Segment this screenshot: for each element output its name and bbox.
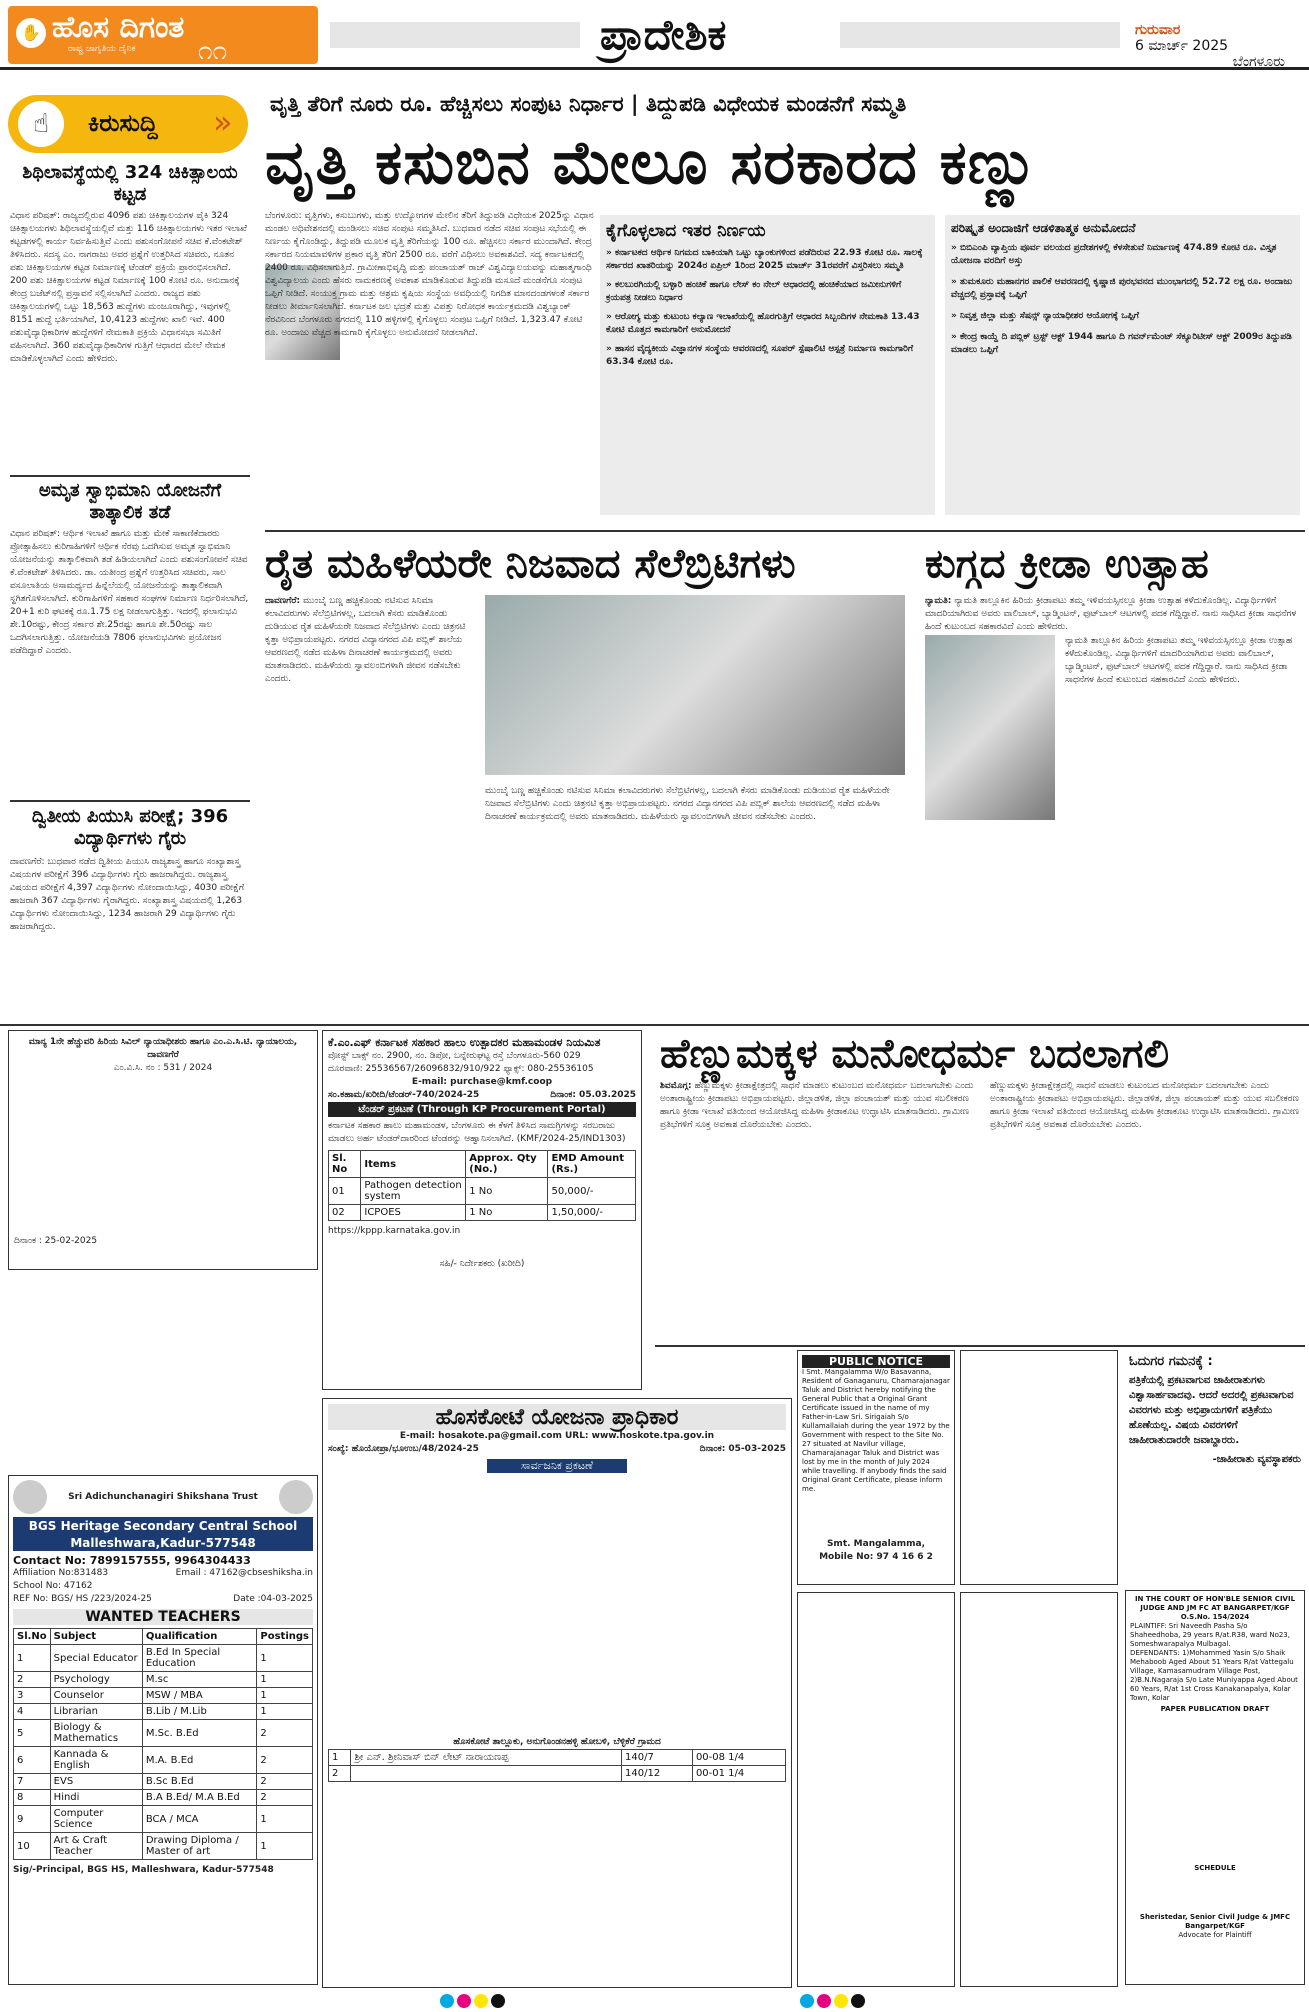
table-row — [329, 1750, 786, 1766]
lead-headline: ವೃತ್ತಿ ಕಸುಬಿನ ಮೇಲೂ ಸರಕಾರದ ಕಣ್ಣು — [265, 128, 1039, 198]
cell: Art & Craft Teacher — [50, 1833, 142, 1860]
kmf-portal-link[interactable]: https://kppp.karnataka.gov.in — [328, 1226, 461, 1236]
sports-text: ನ್ಯಾಮತಿ ತಾಲ್ಲೂಕಿನ ಹಿರಿಯ ಕ್ರೀಡಾಪಟು ತಮ್ಮ ಇಳಿವಯಸ್ಸಿನಲ್ಲೂ ಕ್ರೀಡಾ ಉತ್ಸಾಹ ಕಳೆದುಕೊಂಡಿಲ್ಲ. ವಿದ್ಯಾರ್ಥಿಗಳಿಗೆ ಮಾದರಿಯಾಗಿರುವ ಅವರು ವಾಲಿಬಾಲ್, ಬ್ಯಾಡ್ಮಿಂಟನ್, ಫುಟ್‌ಬಾಲ್ ಆಟಗಳಲ್ಲಿ ಪದಕ ಗೆದ್ದಿದ್ದಾರೆ. ನಾನು ಸಾಧಿಸಿದ ಕ್ರೀಡಾ ಸಾಧನೆಗಳ ಹಿಂದೆ ಕುಟುಂಬದ ಸಹಕಾರವಿದೆ ಎಂದು ಹೇಳಿದರು. — [925, 596, 1297, 632]
cell: Psychology — [50, 1672, 142, 1688]
cell: 8 — [14, 1790, 51, 1806]
cyan-dot — [800, 1994, 814, 2008]
other-decisions-box — [600, 215, 935, 515]
cell: BCA / MCA — [142, 1806, 257, 1833]
kgf-text-block — [1130, 1714, 1300, 1864]
readers-body: ಪತ್ರಿಕೆಯಲ್ಲಿ ಪ್ರಕಟವಾಗುವ ಜಾಹೀರಾತುಗಳು ವಿಶ್ವಾಸಾರ್ಹವಾದವು. ಆದರೆ ಅದರಲ್ಲಿ ಪ್ರಕಟವಾಗುವ ವಿವರಗಳು ಮತ್ತು ಅಭಿಪ್ರಾಯಗಳಿಗೆ ಪತ್ರಿಕೆಯು ಹೊಣೆಯಲ್ಲ. ವಿಷಯ ವಿವರಗಳಿಗೆ ಜಾಹೀರಾತುದಾರರೇ ಜವಾಬ್ದಾರರು. — [1129, 1375, 1294, 1446]
col-header: EMD Amount (Rs.) — [548, 1151, 636, 1178]
cell: ಶ್ರೀ ಎನ್. ಶ್ರೀನಿವಾಸ್ ಬಿನ್ ಲೇಟ್ ನಾರಾಯಣಪ್ಪ — [351, 1750, 622, 1766]
school-ref-row — [13, 1593, 313, 1606]
cell: MSW / MBA — [142, 1688, 257, 1704]
school-ad — [8, 1475, 318, 1985]
cell: 2 — [257, 1720, 313, 1747]
court-title: ಮಾನ್ಯ 1ನೇ ಹೆಚ್ಚುವರಿ ಹಿರಿಯ ಸಿವಿಲ್ ನ್ಯಾಯಾಧೀಶರು ಹಾಗೂ ಎಂ.ಎ.ಸಿ.ಟಿ. ನ್ಯಾಯಾಲಯ, ದಾವಣಗೆರೆ — [28, 1037, 298, 1060]
court-text-block — [14, 1075, 312, 1235]
table-row — [329, 1178, 636, 1205]
women-headline: ಹೆಣ್ಣುಮಕ್ಕಳ ಮನೋಧರ್ಮ ಬದಲಾಗಲಿ — [660, 1030, 1170, 1077]
public-notice-mobile: Mobile No: 97 4 16 6 2 — [819, 1552, 933, 1562]
dateline — [1135, 22, 1305, 70]
registration-marks — [800, 1993, 868, 2012]
school-place: Malleshwara,Kadur-577548 — [13, 1535, 313, 1551]
cell: 02 — [329, 1205, 361, 1221]
legal-notice-ad — [797, 1592, 955, 1987]
city-label: ಬೆಂಗಳೂರು — [1232, 54, 1285, 70]
cell: 1 — [257, 1806, 313, 1833]
hoskote-notice-ad — [322, 1398, 792, 1988]
cell: M.sc — [142, 1672, 257, 1688]
chevron-icon: » — [213, 103, 233, 141]
school-ref: REF No: BGS/ HS /223/2024-25 — [13, 1594, 152, 1604]
kgf-defendant: DEFENDANTS: 1)Mohammed Yasin S/o Shaik Mehaboob Aged About 51 Years R/at Vattegalu Village, Kamasamudram Village Post, 2)B.N.Nagaraja S/o Late Muniyappa Aged About 60 Years, R/at 1st Cross Kanakanapalya, Kolar Town, Kolar — [1130, 1649, 1298, 1702]
court-case: ಎಂ.ವಿ.ಸಿ. ನಂ : 531 / 2024 — [113, 1063, 213, 1073]
dateline-label: ದಾವಣಗೆರೆ: — [265, 596, 301, 606]
cell: 2 — [14, 1672, 51, 1688]
sports-body: ನ್ಯಾಮತಿ ತಾಲ್ಲೂಕಿನ ಹಿರಿಯ ಕ್ರೀಡಾಪಟು ತಮ್ಮ ಇಳಿವಯಸ್ಸಿನಲ್ಲೂ ಕ್ರೀಡಾ ಉತ್ಸಾಹ ಕಳೆದುಕೊಂಡಿಲ್ಲ. ವಿದ್ಯಾರ್ಥಿಗಳಿಗೆ ಮಾದರಿಯಾಗಿರುವ ಅವರು ವಾಲಿಬಾಲ್, ಬ್ಯಾಡ್ಮಿಂಟನ್, ಫುಟ್‌ಬಾಲ್ ಆಟಗಳಲ್ಲಿ ಪದಕ ಗೆದ್ದಿದ್ದಾರೆ. ನಾನು ಸಾಧಿಸಿದ ಕ್ರೀಡಾ ಸಾಧನೆಗಳ ಹಿಂದೆ ಕುಟುಂಬದ ಸಹಕಾರವಿದೆ ಎಂದು ಹೇಳಿದರು. — [1065, 636, 1293, 685]
cell: 2 — [257, 1790, 313, 1806]
cell: 1,50,000/- — [548, 1205, 636, 1221]
school-no: School No: 47162 — [13, 1581, 93, 1591]
kmf-email: E-mail: purchase@kmf.coop — [411, 1077, 553, 1087]
kmf-tender-banner: ಟೆಂಡರ್ ಪ್ರಕಟಣೆ (Through KP Procurement Portal) — [328, 1102, 636, 1117]
lead-overhead: ವೃತ್ತಿ ತೆರಿಗೆ ನೂರು ರೂ. ಹೆಚ್ಚಿಸಲು ಸಂಪುಟ ನಿರ್ಧಾರ | ತಿದ್ದುಪಡಿ ವಿಧೇಯಕ ಮಂಡನೆಗೆ ಸಮ್ಮತಿ — [270, 92, 907, 116]
raita-text: ಮುಂಬೈ ಬಣ್ಣ ಹಚ್ಚಿಕೊಂಡು ನಟಿಸುವ ಸಿನಿಮಾ ಕಲಾವಿದರುಗಳು ಸೆಲೆಬ್ರಿಟಿಗಳಲ್ಲ, ಬದಲಾಗಿ ಕೆಸರು ಮಾಡಿಕೊಂಡು ದುಡಿಯುವ ರೈತ ಮಹಿಳೆಯರೇ ನಿಜವಾದ ಸೆಲೆಬ್ರಿಟಿಗಳು ಎಂದು ಚಿತ್ರನಟಿ ಕೃತ್ತಾ ಅಭಿಪ್ರಾಯಪಟ್ಟರು. ನಗರದ ವಿದ್ಯಾನಗರದ ವಿಪಿ ಪಬ್ಲಿಕ್ ಶಾಲೆಯ ಆವರಣದಲ್ಲಿ ನಡೆದ ಮಹಿಳಾ ದಿನಾಚರಣೆ ಕಾರ್ಯಕ್ರಮದಲ್ಲಿ ಅವರು ಮಾತನಾಡಿದರು. ಮಹಿಳೆಯರು ಸ್ವಾವಲಂಬಿಗಳಾಗಿ ಜೀವನ ನಡೆಸಬೇಕು ಎಂದರು. — [265, 596, 466, 684]
paper-tagline: ರಾಷ್ಟ್ರ ಜಾಗೃತಿಯ ದೈನಿಕ — [68, 44, 136, 54]
date-label: 6 ಮಾರ್ಚ್ 2025 — [1135, 38, 1229, 54]
raita-body — [265, 595, 470, 1020]
public-notice-title: PUBLIC NOTICE — [802, 1355, 950, 1368]
cell: 1 — [14, 1645, 51, 1672]
yellow-dot — [474, 1994, 488, 2008]
table-header — [329, 1151, 636, 1178]
hoskote-ref: ಸಂಖ್ಯೆ: ಹೊಯೋಪ್ರಾ/ಭೂಉಬ/48/2024-25 — [328, 1444, 479, 1454]
hoskote-date: ದಿನಾಂಕ: 05-03-2025 — [699, 1444, 786, 1454]
kmf-tender-ad — [322, 1030, 642, 1390]
story-title: ಅಮೃತ ಸ್ವಾಭಿಮಾನಿ ಯೋಜನೆಗೆ ತಾತ್ಕಾಲಿಕ ತಡೆ — [38, 480, 222, 523]
kirusuddi-title: ಕಿರುಸುದ್ದಿ — [88, 109, 158, 137]
table-row — [14, 1704, 313, 1720]
guru-portrait — [279, 1480, 313, 1514]
women-body-cont: ಹೆಣ್ಣುಮಕ್ಕಳು ಕ್ರೀಡಾಕ್ಷೇತ್ರದಲ್ಲಿ ಸಾಧನೆ ಮಾಡಲು ಕುಟುಂಬದ ಮನೋಧರ್ಮ ಬದಲಾಗಬೇಕು ಎಂದು ಅಂತಾರಾಷ್ಟ್ರೀಯ ಕ್ರೀಡಾಪಟು ಅಭಿಪ್ರಾಯಪಟ್ಟರು. ಜಿಲ್ಲಾಡಳಿತ, ಜಿಲ್ಲಾ ಪಂಚಾಯತ್ ಮತ್ತು ಯುವ ಸಬಲೀಕರಣ ಹಾಗೂ ಕ್ರೀಡಾ ಇಲಾಖೆ ವತಿಯಿಂದ ಆಯೋಜಿಸಿದ್ದ ಮಹಿಳಾ ಕ್ರೀಡಾಕೂಟ ಉದ್ಘಾಟಿಸಿ ಮಾತನಾಡಿದರು. ಗ್ರಾಮೀಣ ಪ್ರತಿಭೆಗಳಿಗೆ ಸೂಕ್ತ ಅವಕಾಶ ದೊರೆಯಬೇಕು ಎಂದರು. — [990, 1081, 1300, 1130]
kgf-case: O.S.No. 154/2024 — [1180, 1613, 1250, 1621]
kmf-address: ಪೋಸ್ಟ್ ಬಾಕ್ಸ್ ನಂ. 2900, ನಂ. ಡಿಪೋ, ಬನ್ನೇರುಘಟ್ಟ ರಸ್ತೆ ಬೆಂಗಳೂರು-560 029 — [328, 1051, 581, 1061]
school-trust: Sri Adichunchanagiri Shikshana Trust — [68, 1491, 258, 1502]
yellow-dot — [834, 1994, 848, 2008]
kmf-title: ಕೆ.ಎಂ.ಎಫ್ ಕರ್ನಾಟಕ ಸಹಕಾರ ಹಾಲು ಉತ್ಪಾದಕರ ಮಹಾಮಂಡಳ ನಿಯಮಿತ — [328, 1036, 601, 1049]
kmf-ref: ಸಂ.ಕಹಾಮ/ಖರೀದಿ/ಟೆಂಡರ್-740/2024-25 — [328, 1090, 480, 1100]
kmf-phone: ದೂರವಾಣಿ: 25536567/26096832/910/922 ಫ್ಯಾಕ್ಸ್: 080-25536105 — [328, 1064, 594, 1074]
cell: 00-08 1/4 — [692, 1750, 785, 1766]
decision-item: » ಬಿಬಿಎಂಪಿ ವ್ಯಾಪ್ತಿಯ ಪೂರ್ವ ವಲಯದ ಪ್ರದೇಶಗಳಲ್ಲಿ ಕೆಳಸೇತುವೆ ನಿರ್ಮಾಣಕ್ಕೆ 474.89 ಕೋಟಿ ರೂ. ವಿಸ್ತೃತ ಯೋಜನಾ ವರದಿಗೆ ಅಸ್ತು — [951, 243, 1277, 266]
divider — [0, 1024, 1309, 1026]
section-title: ಪ್ರಾದೇಶಿಕ — [600, 10, 727, 59]
cell: 01 — [329, 1178, 361, 1205]
school-name: BGS Heritage Secondary Central School — [13, 1517, 313, 1535]
col-header: Items — [361, 1151, 466, 1178]
kmf-table — [328, 1150, 636, 1221]
school-aff-row — [13, 1567, 313, 1580]
paper-logo[interactable] — [8, 6, 318, 64]
cell: 5 — [14, 1720, 51, 1747]
cell: 1 — [257, 1672, 313, 1688]
hoskote-table-title: ಹೊಸಕೋಟೆ ತಾಲ್ಲೂಕು, ಅನುಗೊಂಡನಹಳ್ಳಿ ಹೋಬಳಿ, ಬೆಳ್ಳಿಕೆರೆ ಗ್ರಾಮದ — [453, 1737, 661, 1747]
cell — [351, 1766, 622, 1782]
court-notice-ad — [8, 1030, 318, 1270]
legal-notice-ad — [960, 1592, 1118, 1987]
kgf-sign: Sheristedar, Senior Civil Judge & JMFC Bangarpet/KGF — [1139, 1913, 1291, 1930]
public-notice-sign: Smt. Mangalamma, — [826, 1539, 926, 1549]
court-date: ದಿನಾಂಕ : 25-02-2025 — [14, 1236, 98, 1246]
hand-icon: ☝ — [18, 101, 64, 147]
dateline-label: ಶಿವಮೊಗ್ಗ: — [660, 1081, 692, 1091]
table-row — [14, 1790, 313, 1806]
cell: 1 No — [466, 1205, 548, 1221]
table-row — [14, 1720, 313, 1747]
divider — [265, 530, 1305, 532]
cyan-dot — [440, 1994, 454, 2008]
table-row — [14, 1833, 313, 1860]
cell: Kannada & English — [50, 1747, 142, 1774]
cell: 1 — [329, 1750, 351, 1766]
raita-headline: ರೈತ ಮಹಿಳೆಯರೇ ನಿಜವಾದ ಸೆಲೆಬ್ರಿಟಿಗಳು — [265, 540, 796, 587]
sports-intro — [925, 595, 1305, 632]
decision-item: » ತುಮಕೂರು ಮಹಾನಗರ ಪಾಲಿಕೆ ಆವರಣದಲ್ಲಿ ಕೃಷ್ಣಾಜಿ ಪುರಭವನದ ಮುಂಭಾಗದಲ್ಲಿ 52.72 ಲಕ್ಷ ರೂ. ಅಂದಾಜು ವೆಚ್ಚದಲ್ಲಿ ಪ್ರಸ್ತಾವಕ್ಕೆ ಒಪ್ಪಿಗೆ — [951, 277, 1293, 300]
box-title: ಕೈಗೊಳ್ಳಲಾದ ಇತರ ನಿರ್ಣಯ — [606, 221, 766, 241]
decision-item: » ಕರ್ನಾಟಕದ ಆರ್ಥಿಕ ನಿಗಮದ ಬಾಕಿಯಾಗಿ ಒಟ್ಟು ಬ್ಯಾಂಕುಗಳಿಂದ ಪಡೆದಿರುವ 22.93 ಕೋಟಿ ರೂ. ಸಾಲಕ್ಕೆ ಸರ್ಕಾರದ ಖಾತರಿಯನ್ನು 2024ರ ಏಪ್ರಿಲ್ 1ರಿಂದ 2025 ಮಾರ್ಚ್ 31ರವರೆಗೆ ವಿಸ್ತರಿಸಲು ಸಮ್ಮತಿ — [606, 248, 923, 271]
cell: 00-01 1/4 — [692, 1766, 785, 1782]
readers-sign: -ಜಾಹೀರಾತು ವ್ಯವಸ್ಥಾಪಕರು — [1212, 1454, 1301, 1465]
table-row — [14, 1672, 313, 1688]
sportsperson-photo — [925, 635, 1055, 820]
legal-notice-ad — [960, 1350, 1118, 1585]
story-body: ದಾವಣಗೆರೆ: ಬುಧವಾರ ನಡೆದ ದ್ವಿತೀಯ ಪಿಯುಸಿ ರಾಜ್ಯಶಾಸ್ತ್ರ ಹಾಗೂ ಸಂಖ್ಯಾಶಾಸ್ತ್ರ ವಿಷಯಗಳ ಪರೀಕ್ಷೆಗೆ 396 ವಿದ್ಯಾರ್ಥಿಗಳು ಗೈರು ಹಾಜರಾಗಿದ್ದರು. ರಾಜ್ಯಶಾಸ್ತ್ರ ವಿಷಯದ ಪರೀಕ್ಷೆಗೆ 4,397 ವಿದ್ಯಾರ್ಥಿಗಳು ನೋಂದಾಯಿಸಿದ್ದು, 4030 ಪರೀಕ್ಷೆಗೆ ಹಾಜರಾಗಿ 367 ವಿದ್ಯಾರ್ಥಿಗಳು ಗೈರಾಗಿದ್ದರು. ಸಂಖ್ಯಾಶಾಸ್ತ್ರ ವಿಷಯದಲ್ಲಿ 1,263 ವಿದ್ಯಾರ್ಥಿಗಳು ನೋಂದಾಯಿಸಿದ್ದು, 1234 ಹಾಜರಾಗಿ 29 ವಿದ್ಯಾರ್ಥಿಗಳು ಗೈರು ಹಾಜರಾಗಿದ್ದರು. — [10, 857, 245, 932]
cell: 1 — [257, 1704, 313, 1720]
cell: Hindi — [50, 1790, 142, 1806]
kmf-ref-row — [328, 1089, 636, 1102]
cell: Librarian — [50, 1704, 142, 1720]
table-row — [14, 1688, 313, 1704]
col-header: Approx. Qty (No.) — [466, 1151, 548, 1178]
cell: B.Lib / M.Lib — [142, 1704, 257, 1720]
cell: EVS — [50, 1774, 142, 1790]
cell: M.A. B.Ed — [142, 1747, 257, 1774]
page-number: ೧೧ — [198, 36, 228, 66]
sports-headline: ಕುಗ್ಗದ ಕ್ರೀಡಾ ಉತ್ಸಾಹ — [925, 540, 1209, 587]
cell: 50,000/- — [548, 1178, 636, 1205]
women-body — [660, 1080, 975, 1305]
magenta-dot — [457, 1994, 471, 2008]
women-text: ಹೆಣ್ಣುಮಕ್ಕಳು ಕ್ರೀಡಾಕ್ಷೇತ್ರದಲ್ಲಿ ಸಾಧನೆ ಮಾಡಲು ಕುಟುಂಬದ ಮನೋಧರ್ಮ ಬದಲಾಗಬೇಕು ಎಂದು ಅಂತಾರಾಷ್ಟ್ರೀಯ ಕ್ರೀಡಾಪಟು ಅಭಿಪ್ರಾಯಪಟ್ಟರು. ಜಿಲ್ಲಾಡಳಿತ, ಜಿಲ್ಲಾ ಪಂಚಾಯತ್ ಮತ್ತು ಯುವ ಸಬಲೀಕರಣ ಹಾಗೂ ಕ್ರೀಡಾ ಇಲಾಖೆ ವತಿಯಿಂದ ಆಯೋಜಿಸಿದ್ದ ಮಹಿಳಾ ಕ್ರೀಡಾಕೂಟ ಉದ್ಘಾಟಿಸಿ ಮಾತನಾಡಿದರು. ಗ್ರಾಮೀಣ ಪ್ರತಿಭೆಗಳಿಗೆ ಸೂಕ್ತ ಅವಕಾಶ ದೊರೆಯಬೇಕು ಎಂದರು. — [660, 1081, 974, 1130]
cell: ICPOES — [361, 1205, 466, 1221]
decision-item: » ಕೇಂದ್ರ ಕಾಯ್ದೆ ದಿ ಪಬ್ಲಿಕ್ ಟ್ರಸ್ಟ್ ಆಕ್ಟ್ 1944 ಹಾಗೂ ದಿ ಗವರ್ನ್‌ಮೆಂಟ್ ಸೆಕ್ಯೂರಿಟೀಸ್ ಆಕ್ಟ್ 2009ರ ತಿದ್ದುಪಡಿ ಮಾಡಲು ಒಪ್ಪಿಗೆ — [951, 332, 1292, 355]
cell: 1 No — [466, 1178, 548, 1205]
kmf-intro: ಕರ್ನಾಟಕ ಸಹಕಾರ ಹಾಲು ಮಹಾಮಂಡಳ, ಬೆಂಗಳೂರು ಈ ಕೆಳಗೆ ತಿಳಿಸಿದ ಸಾಮಗ್ರಿಗಳನ್ನು ಸರಬರಾಜು ಮಾಡಲು ಅರ್ಹ ಟೆಂಡರ್‌ದಾರರಿಂದ ಟೆಂಡರನ್ನು ಆಹ್ವಾನಿಸಲಾಗಿದೆ. (KMF/2024-25/IND1303) — [328, 1121, 626, 1144]
cell: 6 — [14, 1747, 51, 1774]
school-contact: Contact No: 7899157555, 9964304433 — [13, 1554, 251, 1567]
school-sign: Sig/-Principal, BGS HS, Malleshwara, Kadur-577548 — [13, 1865, 274, 1875]
revised-estimate-box — [945, 215, 1300, 515]
table-row — [14, 1747, 313, 1774]
paper-name: ಹೊಸ ದಿಗಂತ — [52, 10, 185, 45]
cell: 9 — [14, 1806, 51, 1833]
hoskote-text-block — [328, 1476, 786, 1736]
col-header: Sl. No — [329, 1151, 361, 1178]
masthead-band — [840, 22, 1120, 48]
masthead — [0, 0, 1309, 70]
col-header: Qualification — [142, 1629, 257, 1645]
teachers-table — [13, 1628, 313, 1860]
kgf-advocate: Advocate for Plaintiff — [1178, 1931, 1252, 1939]
story-body: ವಿಧಾನ ಪರಿಷತ್: ರಾಜ್ಯದಲ್ಲಿರುವ 4096 ಪಶು ಚಿಕಿತ್ಸಾಲಯಗಳ ಪೈಕಿ 324 ಚಿಕಿತ್ಸಾಲಯಗಳು ಶಿಥಿಲಾವಸ್ಥೆಯಲ್ಲಿವೆ ಮತ್ತು 116 ಚಿಕಿತ್ಸಾಲಯಗಳು ಇತರ ಇಲಾಖೆ ಕಟ್ಟಡಗಳಲ್ಲಿ ಕಾರ್ಯ ನಿರ್ವಹಿಸುತ್ತಿವೆ ಎಂದು ಪಶುಸಂಗೋಪನೆ ಸಚಿವ ಕೆ.ವೆಂಕಟೇಶ್ ತಿಳಿಸಿದರು. ಸದಸ್ಯ ಎಂ. ನಾಗರಾಜು ಅವರ ಪ್ರಶ್ನೆಗೆ ಉತ್ತರಿಸಿದ ಸಚಿವರು, ನೂತನ ಪಶು ಚಿಕಿತ್ಸಾಲಯಗಳ ಕಟ್ಟಡ ನಿರ್ಮಾಣಕ್ಕೆ ಟೆಂಡರ್ ಪ್ರಕ್ರಿಯೆ ಪ್ರಾರಂಭಿಸಲಾಗಿದೆ. 200 ಪಶು ಚಿಕಿತ್ಸಾಲಯಗಳ ಕಟ್ಟಡ ನಿರ್ಮಾಣಕ್ಕೆ 100 ಕೋಟಿ ರೂ. ಅನುದಾನಕ್ಕೆ ಕೇಂದ್ರ ಬಜೆಟ್‌ನಲ್ಲಿ ಪ್ರಸ್ತಾವನೆ ಸಲ್ಲಿಸಲಾಗಿದೆ ಎಂದರು. ರಾಜ್ಯದ ಪಶು ಚಿಕಿತ್ಸಾಲಯಗಳಲ್ಲಿ ಒಟ್ಟು 18,563 ಹುದ್ದೆಗಳು ಮಂಜೂರಾಗಿದ್ದು, ಇವುಗಳಲ್ಲಿ 8151 ಹುದ್ದೆ ಭರ್ತಿಯಾಗಿವೆ, 10,4123 ಹುದ್ದೆಗಳು ಖಾಲಿ ಇವೆ. 400 ಪಶುವೈದ್ಯಾಧಿಕಾರಿಗಳ ಹುದ್ದೆಗಳಿಗೆ ನೇಮಕಾತಿ ಪ್ರಕ್ರಿಯೆ ವಿಧಾನಸಭಾ ಸಮಿತಿಗೆ ವಹಿಸಲಾಗಿದೆ. 360 ಪಶುವೈದ್ಯಾಧಿಕಾರಿಗಳ ಗುತ್ತಿಗೆ ಆಧಾರದ ಮೇಲೆ ನೇಮಕ ಮಾಡಿಕೊಳ್ಳಲಾಗಿದೆ ಎಂದು ಹೇಳಿದರು. — [10, 211, 247, 364]
cell: 7 — [14, 1774, 51, 1790]
public-notice-ad — [797, 1350, 955, 1585]
cell: Counselor — [50, 1688, 142, 1704]
decision-item: » ಹಾಸನ ವೈದ್ಯಕೀಯ ವಿಜ್ಞಾನಗಳ ಸಂಸ್ಥೆಯ ಆವರಣದಲ್ಲಿ ಸೂಪರ್ ಸ್ಪೆಷಾಲಿಟಿ ಆಸ್ಪತ್ರೆ ನಿರ್ಮಾಣ ಕಾಮಗಾರಿಗೆ 63.34 ಕೋಟಿ ರೂ. — [606, 344, 914, 367]
day-label: ಗುರುವಾರ — [1135, 22, 1181, 38]
table-row — [14, 1645, 313, 1672]
cell: 2 — [257, 1774, 313, 1790]
guru-portrait — [13, 1480, 47, 1514]
kmf-date: ದಿನಾಂಕ: 05.03.2025 — [550, 1090, 636, 1100]
cell: 2 — [257, 1747, 313, 1774]
school-email: Email : 47162@cbseshiksha.in — [175, 1568, 313, 1578]
cell: B.Ed In Special Education — [142, 1645, 257, 1672]
story-body: ವಿಧಾನ ಪರಿಷತ್: ಆರ್ಥಿಕ ಇಲಾಖೆ ಹಾಗೂ ಮತ್ತು ಮೇಕೆ ಸಾಕಾಣಿಕೆದಾರರು ಪ್ರೋತ್ಸಾಹಿಸಲು ಕುರಿಗಾಹಿಗಳಿಗೆ ಆರ್ಥಿಕ ನೆರವು ಒದಗಿಸುವ ಅಮೃತ ಸ್ವಾಭಿಮಾನಿ ಯೋಜನೆಯನ್ನು ತಾತ್ಕಾಲಿಕವಾಗಿ ತಡೆ ಹಿಡಿಯಲಾಗಿದೆ ಎಂದು ಪಶುಸಂಗೋಪನೆ ಸಚಿವ ಕೆ.ವೆಂಕಟೇಶ್ ತಿಳಿಸಿದರು. ಡಾ. ಯತೀಂದ್ರ ಪ್ರಶ್ನೆಗೆ ಉತ್ತರಿಸಿದ ಸಚಿವರು, ಸಾಲ ವಸೂಲಾತಿಯ ಅಸಾಮರ್ಥ್ಯದ ಹಿನ್ನೆಲೆಯಲ್ಲಿ ಯೋಜನೆಯನ್ನು ತಾತ್ಕಾಲಿಕವಾಗಿ ಸ್ಥಗಿತಗೊಳಿಸಲಾಗಿದೆ. ಕುರಿಗಾಹಿಗಳಿಗೆ ಸಹಕಾರ ಸಂಘಗಳ ನಿರ್ಮಾಣ ನಿರ್ಧರಿಸಲಾಗಿದೆ, 20+1 ಕುರಿ ಘಟಕಕ್ಕೆ ರೂ.1.75 ಲಕ್ಷ ನೀಡಲಾಗುತ್ತಿತ್ತು. ಇದರಲ್ಲಿ ಫಲಾನುಭವಿ ಶೇ.10ರಷ್ಟು, ಕೇಂದ್ರ ಸರ್ಕಾರ ಶೇ.25ರಷ್ಟು ಹಾಗೂ ಶೇ.50ರಷ್ಟು ಸಾಲ ಒದಗಿಸಲಾಗುತ್ತಿತ್ತು. ಯೋಜನೆಯಡಿ 7806 ಫಲಾನುಭವಿಗಳು ಪ್ರಯೋಜನ ಪಡೆದಿದ್ದಾರೆ ಎಂದರು. — [10, 529, 249, 656]
col-header: Subject — [50, 1629, 142, 1645]
kgf-draft: PAPER PUBLICATION DRAFT — [1160, 1705, 1270, 1713]
hoskote-title: ಹೊಸಕೋಟೆ ಯೋಜನಾ ಪ್ರಾಧಿಕಾರ — [328, 1404, 786, 1430]
cell: Pathogen detection system — [361, 1178, 466, 1205]
hoskote-table — [328, 1749, 786, 1782]
masthead-band — [330, 22, 580, 48]
kmf-sign: ಸಹಿ/- ನಿರ್ದೇಶಕರು (ಖರೀದಿ) — [439, 1259, 525, 1269]
story-title: ಶಿಥಿಲಾವಸ್ಥೆಯಲ್ಲಿ 324 ಚಿಕಿತ್ಸಾಲಯ ಕಟ್ಟಡ — [22, 162, 238, 205]
school-aff: Affiliation No:831483 — [13, 1568, 109, 1578]
readers-note — [1125, 1350, 1305, 1585]
cell: M.Sc. B.Ed — [142, 1720, 257, 1747]
readers-title: ಓದುಗರ ಗಮನಕ್ಕೆ : — [1129, 1354, 1213, 1369]
lead-body: ಬೆಂಗಳೂರು: ವೃತ್ತಿಗಳು, ಕಸುಬುಗಳು, ಮತ್ತು ಉದ್ಯೋಗಗಳ ಮೇಲಿನ ತೆರಿಗೆ ತಿದ್ದುಪಡಿ ವಿಧೇಯಕ 2025ನ್ನು ವಿಧಾನ ಮಂಡಲ ಅಧಿವೇಶನದಲ್ಲಿ ಮಂಡಿಸಲು ಸಚಿವ ಸಂಪುಟ ಸಮ್ಮತಿಸಿದೆ. ಬುಧವಾರ ನಡೆದ ಸಚಿವ ಸಂಪುಟ ಸಭೆಯಲ್ಲಿ ಈ ನಿರ್ಣಯ ಕೈಗೊಂಡಿದ್ದು, ತಿದ್ದುಪಡಿ ಮೂಲಕ ವೃತ್ತಿ ತೆರಿಗೆಯನ್ನು 100 ರೂ. ಹೆಚ್ಚಿಸಲು ಸರ್ಕಾರ ಮುಂದಾಗಿದೆ. ಕೇಂದ್ರ ಸರ್ಕಾರದ ನಿಯಮಾವಳಿಗಳ ಪ್ರಕಾರ ವೃತ್ತಿ ತೆರಿಗೆ 2500 ರೂ. ವರೆಗೆ ವಿಧಿಸಲು ಅವಕಾಶವಿದೆ. ಸದ್ಯ ಕರ್ನಾಟಕದಲ್ಲಿ 2400 ರೂ. ವಿಧಿಸಲಾಗುತ್ತಿದೆ. ಗ್ರಾಮೀಣಾಭಿವೃದ್ಧಿ ಮತ್ತು ಪಂಚಾಯತ್ ರಾಜ್ ವಿಶ್ವವಿದ್ಯಾಲಯವನ್ನು ಮಹಾತ್ಮಗಾಂಧಿ ವಿಶ್ವವಿದ್ಯಾಲಯ ಎಂದು ಹೆಸರು ನಾಮಕರಣಕ್ಕೆ ಅವಕಾಶ ಮಾಡಿಕೊಡುವ ತಿದ್ದುಪಡಿ ಮಸೂದೆ ಮಂಡನೆಗೂ ಸಂಪುಟ ಒಪ್ಪಿಗೆ ನೀಡಿದೆ. ಸಂಯುಕ್ತ ಗ್ರಾಮ ಮತ್ತು ಆಶ್ರಮ ಕೃಷಿಯ ಸಂಸ್ಥೆಯ ಅವಧಿಯಲ್ಲಿ ನಿಗದಿತ ಮಾನದಂಡಗಳಂತೆ ಸರ್ಕಾರ ನೀಡಲು ತೀರ್ಮಾನಿಸಲಾಗಿದೆ. ಕರ್ನಾಟಕ ಜಲ ಭದ್ರತೆ ಮತ್ತು ವಿಪತ್ತು ನಿರೋಧಕ ಕಾರ್ಯಕ್ರಮದಡಿ ವಿಶ್ವಬ್ಯಾಂಕ್ ನೆರವಿನಿಂದ ಬೆಂಗಳೂರು ನಗರದಲ್ಲಿ 110 ಹಳ್ಳಿಗಳಲ್ಲಿ ಕೈಗೊಳ್ಳಲು ಸಂಪುಟ ಒಪ್ಪಿಗೆ ನೀಡಿದೆ. 1,323.47 ಕೋಟಿ ರೂ. ಅಂದಾಜು ವೆಚ್ಚದ ಕಾಮಗಾರಿ ಕೈಗೊಳ್ಳಲು ಅನುಮೋದನೆ ನೀಡಲಾಗಿದೆ. — [265, 211, 594, 338]
decision-item: » ಆರೋಗ್ಯ ಮತ್ತು ಕುಟುಂಬ ಕಲ್ಯಾಣ ಇಲಾಖೆಯಲ್ಲಿ ಹೊರಗುತ್ತಿಗೆ ಆಧಾರದ ಸಿಬ್ಬಂದಿಗಳ ನೇಮಕಾತಿ 13.43 ಕೋಟಿ ಮೊತ್ತದ ಕಾಮಗಾರಿಗೆ ಅನುಮೋದನೆ — [606, 312, 920, 335]
school-header — [13, 1480, 313, 1514]
black-dot — [851, 1994, 865, 2008]
divider — [10, 800, 250, 802]
cell: B.A B.Ed/ M.A B.Ed — [142, 1790, 257, 1806]
divider — [655, 1345, 1305, 1347]
story-title: ದ್ವಿತೀಯ ಪಿಯುಸಿ ಪರೀಕ್ಷೆ; 396 ವಿದ್ಯಾರ್ಥಿಗಳು ಗೈರು — [31, 806, 229, 849]
decision-item: » ನಿವೃತ್ತ ಜಿಲ್ಲಾ ಮತ್ತು ಸೆಷನ್ಸ್ ನ್ಯಾಯಾಧೀಶರ ಆಯೋಗಕ್ಕೆ ಒಪ್ಪಿಗೆ — [951, 311, 1139, 321]
kgf-schedule-text — [1130, 1873, 1300, 1913]
kgf-schedule: SCHEDULE — [1194, 1864, 1236, 1872]
kgf-court-ad — [1125, 1590, 1305, 1985]
raita-body-cont: ಮುಂಬೈ ಬಣ್ಣ ಹಚ್ಚಿಕೊಂಡು ನಟಿಸುವ ಸಿನಿಮಾ ಕಲಾವಿದರುಗಳು ಸೆಲೆಬ್ರಿಟಿಗಳಲ್ಲ, ಬದಲಾಗಿ ಕೆಸರು ಮಾಡಿಕೊಂಡು ದುಡಿಯುವ ರೈತ ಮಹಿಳೆಯರೇ ನಿಜವಾದ ಸೆಲೆಬ್ರಿಟಿಗಳು ಎಂದು ಚಿತ್ರನಟಿ ಕೃತ್ತಾ ಅಭಿಪ್ರಾಯಪಟ್ಟರು. ನಗರದ ವಿದ್ಯಾನಗರದ ವಿಪಿ ಪಬ್ಲಿಕ್ ಶಾಲೆಯ ಆವರಣದಲ್ಲಿ ನಡೆದ ಮಹಿಳಾ ದಿನಾಚರಣೆ ಕಾರ್ಯಕ್ರಮದಲ್ಲಿ ಅವರು ಮಾತನಾಡಿದರು. ಮಹಿಳೆಯರು ಸ್ವಾವಲಂಬಿಗಳಾಗಿ ಜೀವನ ನಡೆಸಬೇಕು ಎಂದರು. — [485, 786, 890, 822]
registration-marks — [440, 1993, 508, 2012]
cell: Biology & Mathematics — [50, 1720, 142, 1747]
kgf-plaintiff: PLAINTIFF: Sri Naveedh Pasha S/o Shaheedhoba, 29 years R/at.R38, ward No23, Someshwarapalya Mulbagal. — [1130, 1622, 1290, 1648]
event-photo — [485, 595, 905, 775]
hoskote-url[interactable]: E-mail: hosakote.pa@gmail.com URL: www.hoskote.tpa.gov.in — [399, 1431, 715, 1441]
cell: 4 — [14, 1704, 51, 1720]
cell: 1 — [257, 1645, 313, 1672]
col-header: Postings — [257, 1629, 313, 1645]
cell: Drawing Diploma / Master of art — [142, 1833, 257, 1860]
divider — [10, 475, 250, 477]
col-header: Sl.No — [14, 1629, 51, 1645]
hoskote-ref-row — [328, 1443, 786, 1456]
kgf-title: IN THE COURT OF HON'BLE SENIOR CIVIL JUDGE AND JM FC AT BANGARPET/KGF — [1134, 1595, 1296, 1612]
wanted-teachers: WANTED TEACHERS — [13, 1609, 313, 1625]
table-row — [329, 1205, 636, 1221]
table-header — [14, 1629, 313, 1645]
black-dot — [491, 1994, 505, 2008]
box-title: ಪರಿಷ್ಕೃತ ಅಂದಾಜಿಗೆ ಆಡಳಿತಾತ್ಮಕ ಅನುಮೋದನೆ — [951, 221, 1136, 235]
cell: 140/12 — [622, 1766, 693, 1782]
cell: 3 — [14, 1688, 51, 1704]
cell: B.Sc B.Ed — [142, 1774, 257, 1790]
dateline-label: ನ್ಯಾಮತಿ: — [925, 596, 952, 606]
cell: Special Educator — [50, 1645, 142, 1672]
table-row — [329, 1766, 786, 1782]
cell: 1 — [257, 1833, 313, 1860]
cell: 140/7 — [622, 1750, 693, 1766]
cell: Computer Science — [50, 1806, 142, 1833]
magenta-dot — [817, 1994, 831, 2008]
cell: 1 — [257, 1688, 313, 1704]
hoskote-notice-banner: ಸಾರ್ವಜನಿಕ ಪ್ರಕಟಣೆ — [487, 1459, 627, 1473]
cell: 10 — [14, 1833, 51, 1860]
table-row — [14, 1806, 313, 1833]
decision-item: » ಕಲಬುರಗಿಯಲ್ಲಿ ಬಳ್ಳಾರಿ ಹಂಚಿಕೆ ಹಾಗೂ ಲೇಸ್ ಕಂ ನೇಲ್ ಆಧಾರದಲ್ಲಿ ಹಂಚಿಕೆಯಾದ ಜಮೀನುಗಳಿಗೆ ಕ್ರಯಪತ್ರ ನೀಡಲು ನಿರ್ಧಾರ — [606, 280, 902, 303]
public-notice-body: I Smt. Mangalamma W/o Basavanna, Resident of Ganaganuru, Chamarajanagar Taluk and District hereby notifying the General Public that a Original Grant Certificate issued in the name of my Father-in-Law Sri. Sirigaiah S/o Kullamallaiah during the year 1972 by the Government with respect to the Site No. 27 situated at Navilur village, Chamarajanagar Taluk and District was lost by me in the month of July 2024 while travelling. If anybody finds the said Original Grant Certificate, please inform me. — [802, 1368, 950, 1493]
table-row — [14, 1774, 313, 1790]
kirusuddi-badge — [8, 95, 248, 153]
school-date: Date :04-03-2025 — [233, 1594, 313, 1604]
cell: 2 — [329, 1766, 351, 1782]
logo-icon: ✋ — [16, 18, 46, 48]
